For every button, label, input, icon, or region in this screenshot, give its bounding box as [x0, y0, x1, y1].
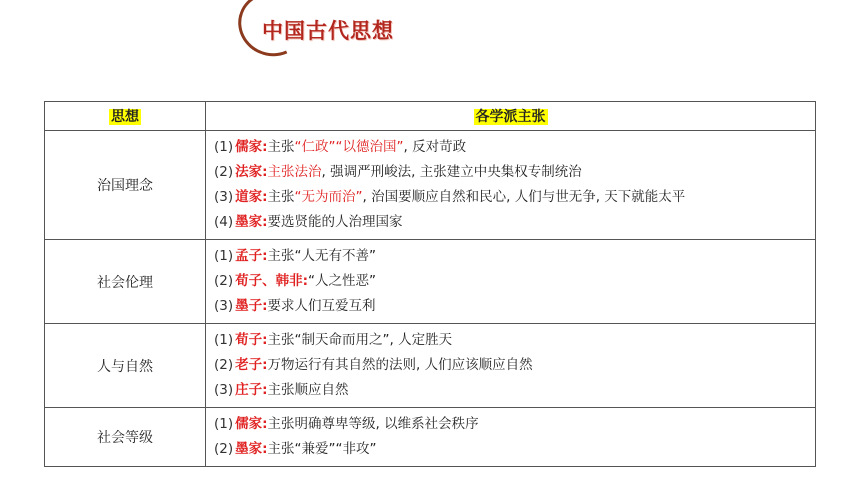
list-item: (1) 儒家:主张“仁政”“以德治国”, 反对苛政 [214, 139, 467, 155]
list-item: (2) 墨家:主张“兼爱”“非攻” [214, 441, 377, 457]
list-item: (3) 墨子:要求人们互爱互利 [214, 298, 376, 314]
table-row [45, 324, 816, 408]
list-item: (3) 道家:主张“无为而治”, 治国要顺应自然和民心, 人们与世无争, 天下就能太平 [214, 189, 686, 205]
row-category: 社会等级 [45, 408, 206, 467]
table-header-row [45, 102, 816, 131]
row-content [206, 408, 816, 467]
table-row [45, 131, 816, 240]
list-item: (1) 孟子:主张“人无有不善” [214, 248, 377, 264]
list-item: (4) 墨家:要选贤能的人治理国家 [214, 214, 403, 230]
table-row [45, 408, 816, 467]
row-category: 治国理念 [45, 131, 206, 240]
list-item: (2) 荀子、韩非:“人之性恶” [214, 273, 377, 289]
row-content [206, 324, 816, 408]
thought-table [44, 101, 816, 467]
list-item: (1) 荀子:主张“制天命而用之”, 人定胜天 [214, 332, 453, 348]
page-title: 中国古代思想 [262, 19, 394, 43]
header-schools: 各学派主张 [206, 102, 816, 131]
table-row [45, 240, 816, 324]
list-item: (1) 儒家:主张明确尊卑等级, 以维系社会秩序 [214, 416, 479, 432]
list-item: (3) 庄子:主张顺应自然 [214, 382, 349, 398]
row-category: 人与自然 [45, 324, 206, 408]
row-content [206, 131, 816, 240]
row-content [206, 240, 816, 324]
row-category: 社会伦理 [45, 240, 206, 324]
list-item: (2) 老子:万物运行有其自然的法则, 人们应该顺应自然 [214, 357, 533, 373]
list-item: (2) 法家:主张法治, 强调严刑峻法, 主张建立中央集权专制统治 [214, 164, 582, 180]
header-thought: 思想 [45, 102, 206, 131]
